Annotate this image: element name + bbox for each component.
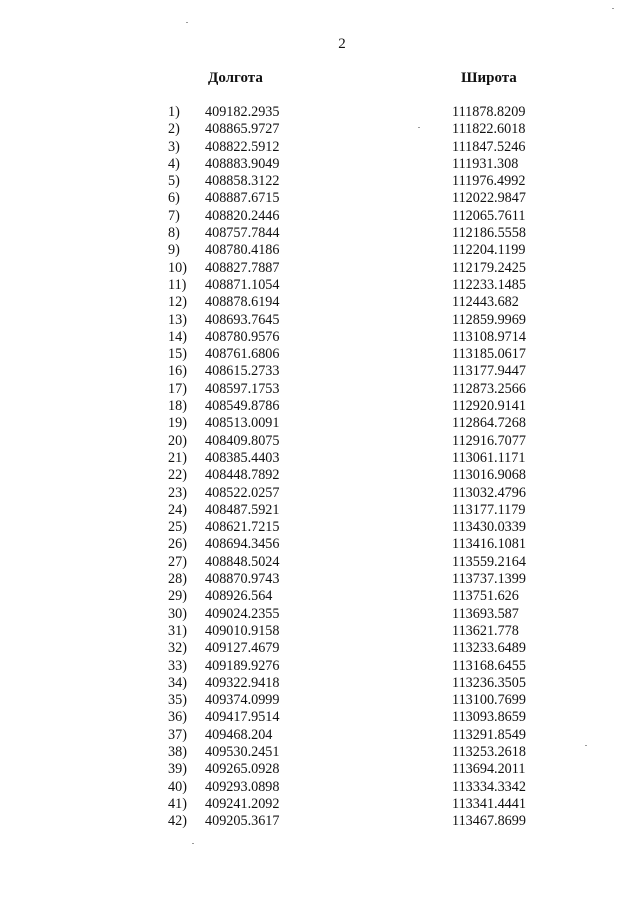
row-number: 34) xyxy=(168,674,187,691)
latitude-value: 113100.7699 xyxy=(452,692,526,709)
longitude-value: 408827.7887 xyxy=(205,259,280,276)
latitude-value: 113416.1081 xyxy=(452,536,526,553)
row-number: 6) xyxy=(168,190,180,207)
row-number: 3) xyxy=(168,138,180,155)
row-number: 10) xyxy=(168,259,187,276)
latitude-value: 112443.682 xyxy=(452,294,519,311)
table-row xyxy=(0,536,640,553)
longitude-value: 408693.7645 xyxy=(205,311,280,328)
table-row xyxy=(0,363,640,380)
longitude-value: 408820.2446 xyxy=(205,207,280,224)
longitude-value: 409241.2092 xyxy=(205,795,280,812)
row-number: 11) xyxy=(168,276,187,293)
longitude-value: 409189.9276 xyxy=(205,657,280,674)
longitude-value: 408883.9049 xyxy=(205,155,280,172)
longitude-value: 408858.3122 xyxy=(205,173,280,190)
longitude-value: 409374.0999 xyxy=(205,692,280,709)
scan-speck xyxy=(612,8,614,9)
row-number: 23) xyxy=(168,484,187,501)
row-number: 27) xyxy=(168,553,187,570)
row-number: 4) xyxy=(168,155,180,172)
latitude-value: 112179.2425 xyxy=(452,259,526,276)
row-number: 28) xyxy=(168,571,187,588)
latitude-value: 112204.1199 xyxy=(452,242,526,259)
longitude-value: 409293.0898 xyxy=(205,778,280,795)
row-number: 41) xyxy=(168,795,187,812)
longitude-value: 408549.8786 xyxy=(205,398,280,415)
table-row xyxy=(0,623,640,640)
latitude-value: 113467.8699 xyxy=(452,813,526,830)
row-number: 29) xyxy=(168,588,187,605)
latitude-value: 113032.4796 xyxy=(452,484,526,501)
longitude-value: 408871.1054 xyxy=(205,276,280,293)
longitude-value: 409182.2935 xyxy=(205,104,280,120)
table-row xyxy=(0,398,640,415)
row-number: 18) xyxy=(168,398,187,415)
row-number: 38) xyxy=(168,743,187,760)
row-number: 40) xyxy=(168,778,187,795)
table-row xyxy=(0,519,640,536)
latitude-value: 113177.1179 xyxy=(452,501,526,518)
table-row xyxy=(0,312,640,329)
longitude-value: 408780.4186 xyxy=(205,242,280,259)
row-number: 30) xyxy=(168,605,187,622)
table-row xyxy=(0,260,640,277)
longitude-value: 408926.564 xyxy=(205,588,273,605)
table-row xyxy=(0,675,640,692)
row-number: 13) xyxy=(168,311,187,328)
latitude-value: 111822.6018 xyxy=(452,121,526,138)
row-number: 7) xyxy=(168,207,180,224)
latitude-value: 112859.9969 xyxy=(452,311,526,328)
table-row xyxy=(0,744,640,761)
table-row xyxy=(0,813,640,830)
longitude-value: 408761.6806 xyxy=(205,346,280,363)
table-row xyxy=(0,450,640,467)
row-number: 19) xyxy=(168,415,187,432)
row-number: 32) xyxy=(168,640,187,657)
latitude-value: 113341.4441 xyxy=(452,795,526,812)
table-row xyxy=(0,606,640,623)
longitude-value: 409205.3617 xyxy=(205,813,280,830)
row-number: 17) xyxy=(168,380,187,397)
latitude-value: 113233.6489 xyxy=(452,640,526,657)
longitude-value: 408887.6715 xyxy=(205,190,280,207)
latitude-value: 113168.6455 xyxy=(452,657,526,674)
table-row xyxy=(0,640,640,657)
row-number: 42) xyxy=(168,813,187,830)
table-row xyxy=(0,796,640,813)
latitude-value: 112864.7268 xyxy=(452,415,526,432)
table-row xyxy=(0,294,640,311)
row-number: 12) xyxy=(168,294,187,311)
latitude-value: 113061.1171 xyxy=(452,449,526,466)
table-row xyxy=(0,329,640,346)
row-number: 33) xyxy=(168,657,187,674)
row-number: 5) xyxy=(168,173,180,190)
table-row xyxy=(0,779,640,796)
latitude-value: 113334.3342 xyxy=(452,778,526,795)
longitude-value: 408865.9727 xyxy=(205,121,280,138)
longitude-value: 408780.9576 xyxy=(205,328,280,345)
latitude-value: 112920.9141 xyxy=(452,398,526,415)
latitude-value: 112233.1485 xyxy=(452,276,526,293)
longitude-value: 408822.5912 xyxy=(205,138,280,155)
coordinates-table xyxy=(0,104,640,830)
row-number: 15) xyxy=(168,346,187,363)
longitude-value: 409010.9158 xyxy=(205,622,280,639)
row-number: 22) xyxy=(168,467,187,484)
table-row xyxy=(0,658,640,675)
longitude-value: 409024.2355 xyxy=(205,605,280,622)
longitude-value: 408597.1753 xyxy=(205,380,280,397)
row-number: 16) xyxy=(168,363,187,380)
table-row xyxy=(0,156,640,173)
scan-speck xyxy=(418,127,420,128)
longitude-value: 408848.5024 xyxy=(205,553,280,570)
table-row xyxy=(0,502,640,519)
latitude-value: 111976.4992 xyxy=(452,173,526,190)
longitude-column-header: Долгота xyxy=(208,70,263,86)
longitude-value: 408878.6194 xyxy=(205,294,280,311)
row-number: 8) xyxy=(168,225,180,242)
row-number: 35) xyxy=(168,692,187,709)
table-row xyxy=(0,190,640,207)
scan-speck xyxy=(186,22,188,23)
latitude-value: 112065.7611 xyxy=(452,207,526,224)
latitude-column-header: Широта xyxy=(461,70,517,86)
table-row xyxy=(0,139,640,156)
row-number: 26) xyxy=(168,536,187,553)
latitude-value: 113737.1399 xyxy=(452,571,526,588)
latitude-value: 112186.5558 xyxy=(452,225,526,242)
scan-speck xyxy=(192,843,194,844)
latitude-value: 113093.8659 xyxy=(452,709,526,726)
latitude-value: 113430.0339 xyxy=(452,519,526,536)
latitude-value: 113236.3505 xyxy=(452,674,526,691)
row-number: 36) xyxy=(168,709,187,726)
row-number: 37) xyxy=(168,726,187,743)
table-row xyxy=(0,467,640,484)
latitude-value: 113559.2164 xyxy=(452,553,526,570)
table-row xyxy=(0,225,640,242)
latitude-value: 113694.2011 xyxy=(452,761,526,778)
longitude-value: 408522.0257 xyxy=(205,484,280,501)
row-number: 1) xyxy=(168,104,180,120)
longitude-value: 409265.0928 xyxy=(205,761,280,778)
longitude-value: 409468.204 xyxy=(205,726,273,743)
row-number: 31) xyxy=(168,622,187,639)
table-row xyxy=(0,173,640,190)
table-row xyxy=(0,571,640,588)
longitude-value: 408621.7215 xyxy=(205,519,280,536)
longitude-value: 408448.7892 xyxy=(205,467,280,484)
table-row xyxy=(0,277,640,294)
row-number: 14) xyxy=(168,328,187,345)
latitude-value: 111931.308 xyxy=(452,155,519,172)
latitude-value: 112873.2566 xyxy=(452,380,526,397)
table-row xyxy=(0,121,640,138)
latitude-value: 112916.7077 xyxy=(452,432,526,449)
latitude-value: 113291.8549 xyxy=(452,726,526,743)
row-number: 24) xyxy=(168,501,187,518)
longitude-value: 408487.5921 xyxy=(205,501,280,518)
table-row xyxy=(0,104,640,121)
row-number: 21) xyxy=(168,449,187,466)
longitude-value: 408615.2733 xyxy=(205,363,280,380)
latitude-value: 113016.9068 xyxy=(452,467,526,484)
latitude-value: 113108.9714 xyxy=(452,328,526,345)
longitude-value: 408694.3456 xyxy=(205,536,280,553)
longitude-value: 409322.9418 xyxy=(205,674,280,691)
table-row xyxy=(0,588,640,605)
table-row xyxy=(0,242,640,259)
row-number: 2) xyxy=(168,121,180,138)
latitude-value: 113693.587 xyxy=(452,605,519,622)
table-row xyxy=(0,381,640,398)
table-row xyxy=(0,433,640,450)
latitude-value: 113177.9447 xyxy=(452,363,526,380)
table-row xyxy=(0,692,640,709)
table-row xyxy=(0,727,640,744)
page-number: 2 xyxy=(338,36,346,52)
longitude-value: 408409.8075 xyxy=(205,432,280,449)
latitude-value: 112022.9847 xyxy=(452,190,526,207)
latitude-value: 113185.0617 xyxy=(452,346,526,363)
longitude-value: 408513.0091 xyxy=(205,415,280,432)
latitude-value: 111847.5246 xyxy=(452,138,526,155)
longitude-value: 409417.9514 xyxy=(205,709,280,726)
longitude-value: 409530.2451 xyxy=(205,743,280,760)
row-number: 39) xyxy=(168,761,187,778)
latitude-value: 113253.2618 xyxy=(452,743,526,760)
row-number: 25) xyxy=(168,519,187,536)
latitude-value: 113751.626 xyxy=(452,588,519,605)
latitude-value: 111878.8209 xyxy=(452,104,526,120)
row-number: 9) xyxy=(168,242,180,259)
longitude-value: 408870.9743 xyxy=(205,571,280,588)
row-number: 20) xyxy=(168,432,187,449)
table-row xyxy=(0,346,640,363)
latitude-value: 113621.778 xyxy=(452,622,519,639)
table-row xyxy=(0,208,640,225)
table-row xyxy=(0,709,640,726)
table-row xyxy=(0,554,640,571)
scan-speck xyxy=(585,745,587,746)
longitude-value: 408757.7844 xyxy=(205,225,280,242)
table-row xyxy=(0,485,640,502)
table-row xyxy=(0,415,640,432)
longitude-value: 409127.4679 xyxy=(205,640,280,657)
table-row xyxy=(0,761,640,778)
longitude-value: 408385.4403 xyxy=(205,449,280,466)
